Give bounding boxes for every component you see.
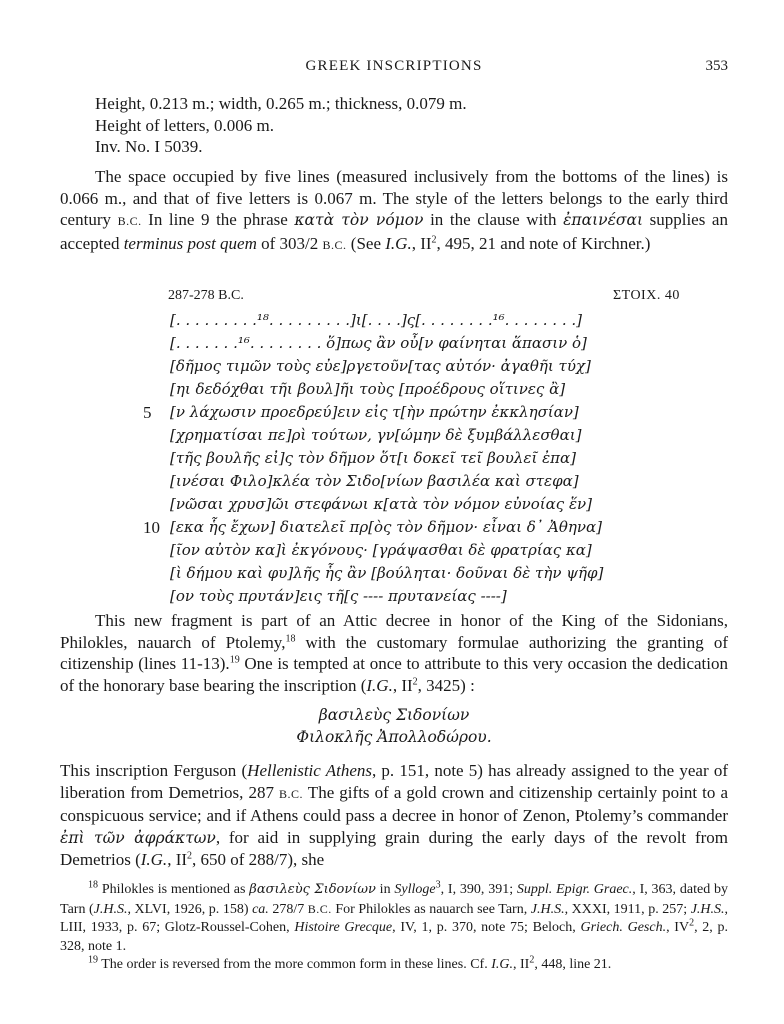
citation-title: Griech. Gesch. [580,920,667,935]
text-span: in [375,882,395,897]
inscription-line-text: [. . . . . . . . .¹⁸. . . . . . . . .]ι[. . . .]ς[. . . . . . . .¹⁶. . . . . . . .] [170,311,582,329]
small-caps-bc: B.C. [307,901,332,916]
text-span: One is tempted at once to attribute to this very occasion the dedication of the honorary base bearing the inscription ( [60,654,728,695]
text-span: For Philokles as nauarch see Tarn, [331,901,531,917]
footnotes [60,881,728,975]
inscription-line [60,401,728,424]
text-span: This inscription Ferguson ( [60,761,248,780]
body-paragraph-ferguson [60,760,728,871]
text-span: , I, 363, dated by Tarn ( [60,882,729,917]
text-span: (See [346,233,386,253]
text-span: The gifts of a gold crown and citizenship certainly point to a conspicuous service; and if Athens could pass a decree in honor of Zenon, Ptolemy’s commander [60,782,728,825]
inscription-date: 287-278 B.C. [168,288,244,303]
citation-title: Suppl. Epigr. Graec. [516,882,633,897]
citation-abbrev: I.G. [385,233,412,253]
superscript: 3 [435,879,441,891]
inscription-line [60,470,728,493]
superscript: 2 [431,233,437,245]
superscript: 2 [187,850,193,862]
citation-title: Sylloge [394,882,436,897]
inscription-line-text: [δῆμος τιμῶν τοὺς εὐε]ργετοῦν[τας αὐτόν· ἀγαθῆι τύχ] [170,357,591,375]
dedication-line-2: Φιλοκλῆς Ἀπολλοδώρου. [296,728,492,746]
intro-paragraph [60,166,728,256]
inscription-line-text: [ον τοὺς πρυτάν]εις τῆ[ς ---- πρυτανείας ----] [170,587,507,605]
text-span: , I, 390, 391; [440,882,517,897]
inscription-line-text: [εκα ἧς ἔχων] διατελεῖ πρ[ὸς τὸν δῆμον· εἶναι δ᾽ Ἀθηνα] [170,518,602,536]
text-span: Philokles is mentioned as [98,882,250,897]
text-span: with the customary formulae authorizing the granting of citizenship (lines 11-13). [60,632,728,673]
greek-phrase: ἐπαινέσαι [563,211,644,229]
measurement-dimensions: Height, 0.213 m.; width, 0.265 m.; thickness, 0.079 m. [95,94,467,113]
book-title: Hellenistic Athens [247,761,372,780]
text-span: of 303/2 [256,233,323,253]
inscription-line-text: [τῆς βουλῆς εἰ]ς τὸν δῆμον ὅτ[ι δοκεῖ τεῖ βουλεῖ ἐπα] [170,449,576,467]
inscription-line [60,562,728,585]
dedication-line-1: βασιλεὺς Σιδονίων [318,706,470,724]
text-span: , II [411,233,432,253]
line-number: 5 [143,403,152,422]
body-paragraph-fragment [60,610,728,696]
greek-phrase: βασιλεὺς Σιδονίων [249,882,376,897]
text-span: This new fragment is part of an Attic decree in honor of the King of the Sidonians, Philokles, nauarch of Ptolemy, [60,611,728,652]
dedication-inscription [60,704,728,748]
text-span: , II [512,957,530,972]
footnote-number: 19 [88,954,98,966]
text-span: 278/7 [268,901,308,917]
inscription-line [60,493,728,516]
text-span: , p. 151, note 5) has already assigned to the year of liberation from Demetrios, 287 [60,761,728,802]
measurement-letter-height: Height of letters, 0.006 m. [95,115,274,135]
footnote-19 [60,956,728,975]
page-number: 353 [705,58,728,74]
inscription-line [60,378,728,401]
citation-title: Histoire Grecque [294,920,393,935]
citation-title: J.H.S. [93,901,128,917]
inscription-line-text: [χρηματίσαι πε]ρὶ τούτων, γν[ώμην δὲ ξυμβάλλεσθαι] [170,426,582,444]
inscription-line [60,424,728,447]
text-span: , 3425) : [417,675,475,695]
citation-abbrev: I.G. [491,957,513,972]
inscription-heading [60,288,728,308]
text-span: , for aid in supplying grain during the early days of the revolt from Demetrios ( [60,827,728,869]
greek-phrase: ἐπὶ τῶν ἀφράκτων [60,828,216,847]
text-span: , II [167,850,188,869]
line-number: 10 [143,518,160,537]
text-span: , 650 of 288/7), she [192,850,325,869]
text-span: , 495, 21 and note of Kirchner.) [436,233,651,253]
inscription-line [60,539,728,562]
superscript: 2 [412,675,418,687]
text-span: , XLVI, 1926, p. 158) [127,901,253,917]
small-caps-bc: B.C. [322,237,347,252]
text-span: , 2, p. 328, note 1. [60,920,729,954]
small-caps-bc: B.C. [279,786,304,801]
inscription-line [60,585,728,608]
inscription-line [60,332,728,355]
text-span: The order is reversed from the more common form in these lines. Cf. [98,957,492,972]
measurements [95,93,467,158]
footnote-ref-19: 19 [229,654,240,666]
text-span: , IV, 1, p. 370, note 75; Beloch, [392,920,581,935]
citation-title: J.H.S. [530,901,565,917]
superscript: 2 [529,954,535,966]
footnote-ref-18: 18 [285,632,296,644]
running-title: GREEK INSCRIPTIONS [305,58,483,74]
text-span: in the clause with [423,210,564,229]
text-span: , LIII, 1933, p. 67; Glotz-Roussel-Cohen, [60,901,729,935]
inscription-line [60,516,728,539]
citation-abbrev: I.G. [140,850,168,869]
italic-phrase: terminus post quem [123,233,257,253]
text-span: In line 9 the phrase [141,210,295,229]
inscription-line-text: [ὶ δήμου καὶ φυ]λῆς ἧς ἂν [βούληται· δοῦναι δὲ τὴν ψῆφ] [170,564,604,582]
inscription-line-text: [ῖον αὐτὸν κα]ὶ ἐκγόνους· [γράψασθαι δὲ φρατρίας κα] [170,541,592,559]
text-span: , 448, line 21. [534,957,612,972]
text-span: , II [392,675,413,695]
inscription-text [60,309,728,608]
italic-abbrev: ca. [252,901,269,917]
inscription-line-text: [ν λάχωσιν προεδρεύ]ειν εἰς τ[ὴν πρώτην ἐκκλησίαν] [170,403,579,421]
small-caps-bc: B.C. [117,214,142,228]
superscript: 2 [689,917,695,929]
text-span: The space occupied by five lines (measured inclusively from the bottoms of the lines) is 0.066 m., and that of five letters is 0.067 m. The style of the letters belongs to the early third century [60,167,728,229]
inscription-line [60,355,728,378]
text-span: supplies an accepted [60,210,728,253]
running-header [60,58,728,78]
text-span: , IV [666,920,690,935]
citation-abbrev: I.G. [366,675,393,695]
stoichedon-count: ΣΤΟΙΧ. 40 [613,288,680,303]
inscription-line [60,447,728,470]
text-span: , XXXI, 1911, p. 257; [564,901,691,917]
inscription-line-text: [ηι δεδόχθαι τῆι βουλ]ῆι τοὺς [προέδρους οἵτινες ἂ] [170,380,566,398]
citation-title: J.H.S. [690,901,725,917]
greek-phrase: κατὰ τὸν νόμον [294,211,424,229]
inscription-line-text: [. . . . . . .¹⁶. . . . . . . . ὅ]πως ἂν οὖ[ν φαίνηται ἅπασιν ὁ] [170,334,587,352]
inscription-line [60,309,728,332]
footnote-18 [60,881,728,956]
footnote-number: 18 [88,879,98,891]
inventory-number: Inv. No. I 5039. [95,137,203,156]
inscription-line-text: [ινέσαι Φιλο]κλέα τὸν Σιδο[νίων βασιλέα καὶ στεφα] [170,472,579,490]
inscription-line-text: [νῶσαι χρυσ]ῶι στεφάνωι κ[ατὰ τὸν νόμον εὐνοίας ἕν] [170,495,592,513]
